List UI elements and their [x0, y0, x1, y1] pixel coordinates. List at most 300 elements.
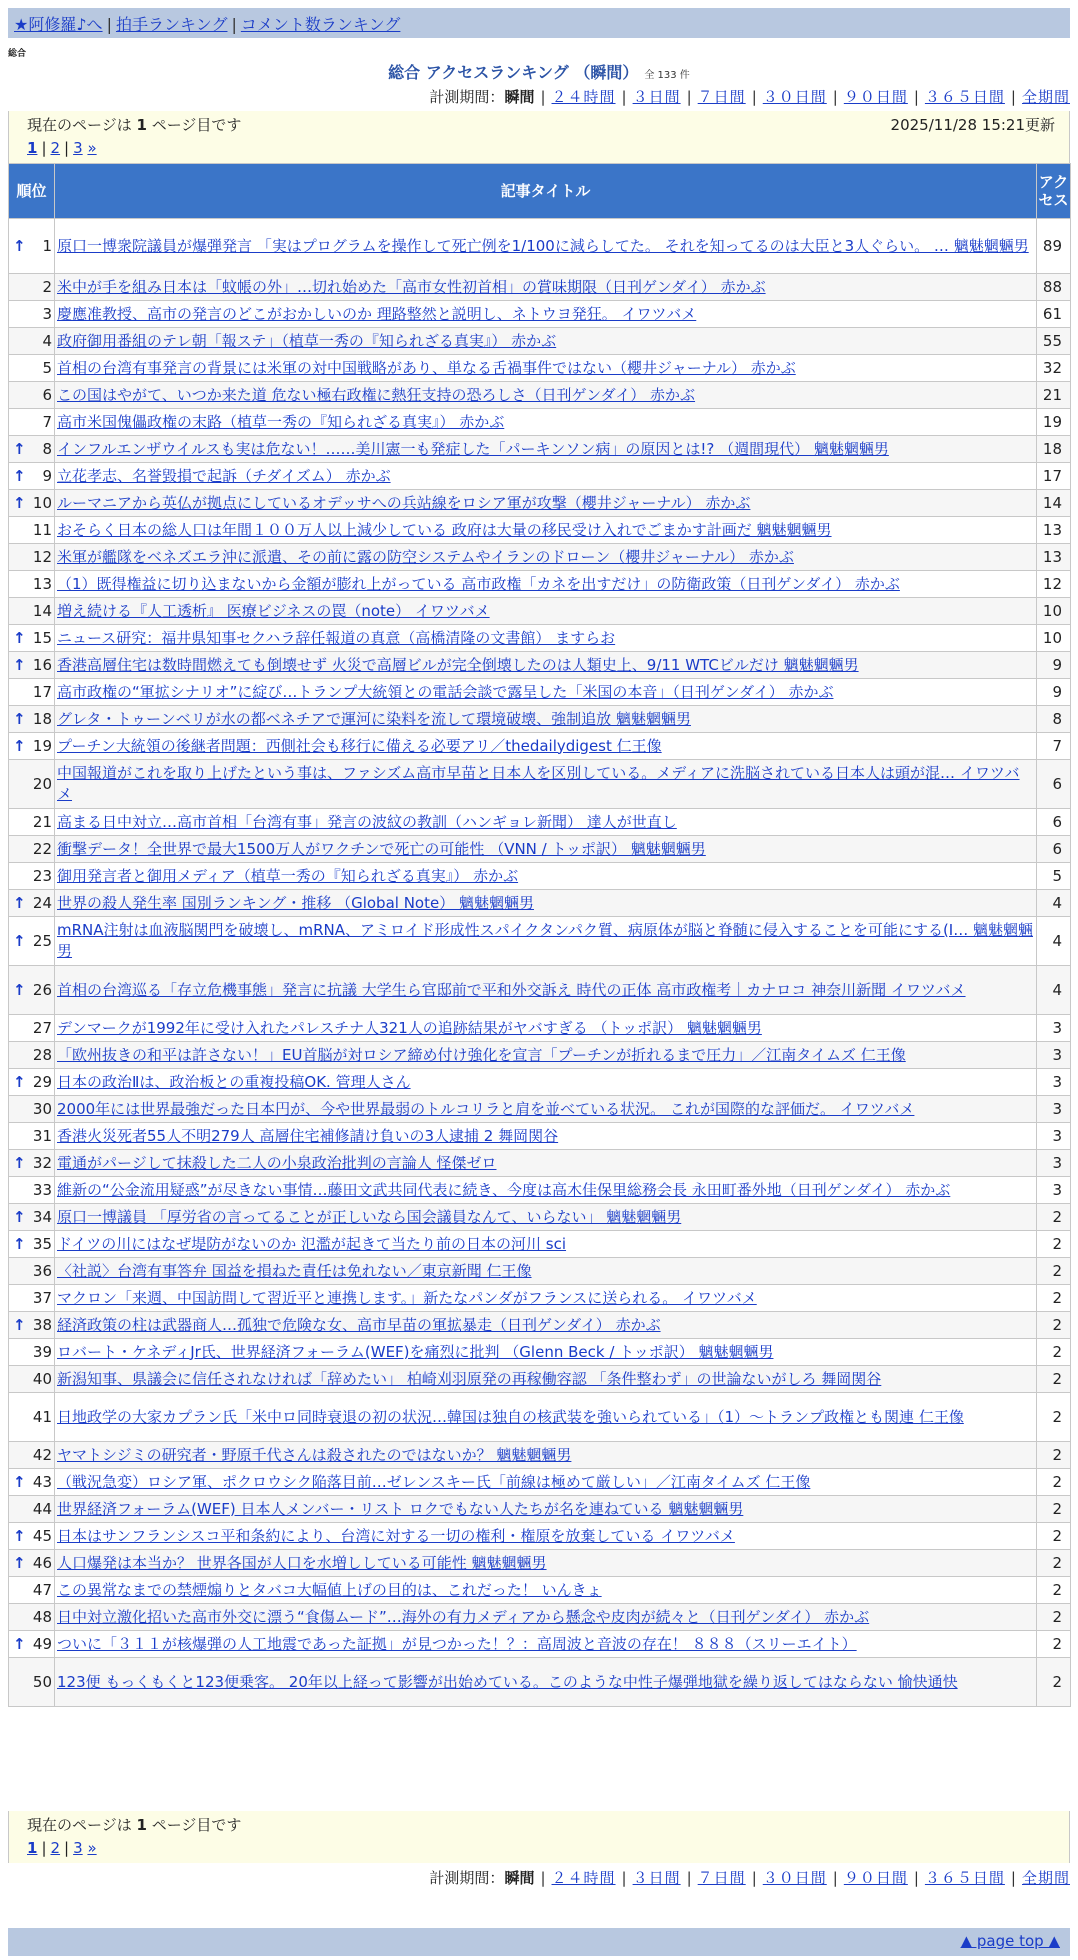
pager-page-link[interactable]: 3	[73, 139, 83, 157]
title-cell	[55, 1096, 1037, 1123]
period-separator: |	[1010, 1869, 1016, 1887]
access-count: 6	[1037, 836, 1071, 863]
bottom-bar	[8, 1928, 1070, 1956]
title-cell	[55, 1258, 1037, 1285]
rank-cell	[9, 219, 55, 274]
article-link[interactable]: 香港高層住宅は数時間燃えても倒壊せず 火災で高層ビルが完全倒壊したのは人類史上、9/11 WTCビルだけ 魑魅魍魎男	[57, 655, 859, 674]
rank-number: 1	[42, 236, 52, 255]
access-count: 3	[1037, 1150, 1071, 1177]
rank-number: 18	[32, 709, 52, 728]
rank-up-arrow-icon: ↑	[13, 1526, 26, 1545]
period-selector-top	[429, 86, 1070, 107]
rank-number: 2	[42, 277, 52, 296]
article-link[interactable]: 米中が手を組み日本は「蚊帳の外」…切れ始めた「高市女性初首相」の賞味期限（日刊ゲンダイ） 赤かぶ	[57, 277, 766, 296]
rank-cell	[9, 1123, 55, 1150]
pager-next-link[interactable]: »	[87, 139, 97, 157]
period-label: 計測期間：	[429, 88, 505, 106]
period-option-link[interactable]: ９０日間	[843, 88, 908, 106]
rank-cell	[9, 1285, 55, 1312]
access-count: 4	[1037, 966, 1071, 1015]
rank-cell	[9, 1069, 55, 1096]
rank-cell	[9, 274, 55, 301]
access-count: 21	[1037, 382, 1071, 409]
pager-page-link[interactable]: 1	[27, 1839, 38, 1857]
period-option-link[interactable]: ２４時間	[551, 1869, 616, 1887]
period-option-link[interactable]: ３６５日間	[924, 1869, 1005, 1887]
rank-cell	[9, 1658, 55, 1707]
article-link[interactable]: プーチン大統領の後継者問題：西側社会も移行に備える必要アリ／thedailydigest 仁王像	[57, 736, 662, 755]
article-link[interactable]: 人口爆発は本当か？ 世界各国が人口を水増ししている可能性 魑魅魍魎男	[57, 1553, 547, 1572]
table-row	[9, 1658, 1071, 1707]
access-count: 3	[1037, 1096, 1071, 1123]
title-cell	[55, 382, 1037, 409]
pager-page-link[interactable]: 3	[73, 1839, 83, 1857]
table-row	[9, 1204, 1071, 1231]
rank-cell	[9, 917, 55, 966]
access-count: 3	[1037, 1069, 1071, 1096]
rank-number: 8	[42, 439, 52, 458]
access-count: 13	[1037, 517, 1071, 544]
rank-cell	[9, 1523, 55, 1550]
table-row	[9, 1631, 1071, 1658]
rank-cell	[9, 809, 55, 836]
article-link[interactable]: 増え続ける『人工透析』 医療ビジネスの罠（note） イワツバメ	[57, 601, 490, 620]
article-link[interactable]: mRNA注射は血液脳関門を破壊し、mRNA、アミロイド形成性スパイクタンパク質、病原体が脳と脊髄に侵入することを可能にする(I… 魑魅魍魎男	[57, 921, 1033, 960]
title-cell	[55, 1177, 1037, 1204]
pager-text-post: ページ目です	[146, 116, 242, 134]
article-link[interactable]: この国はやがて、いつか来た道 危ない極右政権に熱狂支持の恐ろしさ（日刊ゲンダイ） 赤かぶ	[57, 385, 696, 404]
table-row	[9, 409, 1071, 436]
pager-text-pre: 現在のページは	[27, 116, 137, 134]
rank-number: 28	[32, 1045, 52, 1064]
table-row	[9, 679, 1071, 706]
rank-up-arrow-icon: ↑	[13, 1472, 26, 1491]
access-count: 6	[1037, 760, 1071, 809]
rank-number: 23	[32, 866, 52, 885]
period-separator: |	[913, 1869, 919, 1887]
article-link[interactable]: 維新の“公金流用疑惑”が尽きない事情…藤田文武共同代表に続き、今度は高木佳保里総務会長 永田町番外地（日刊ゲンダイ） 赤かぶ	[57, 1180, 951, 1199]
rank-number: 9	[42, 466, 52, 485]
rank-number: 29	[32, 1072, 52, 1091]
rank-number: 44	[32, 1499, 52, 1518]
rank-number: 47	[32, 1580, 52, 1599]
access-count: 3	[1037, 1177, 1071, 1204]
pager-current-page: 1	[136, 1816, 147, 1834]
rank-number: 35	[32, 1234, 52, 1253]
table-row	[9, 836, 1071, 863]
rank-cell	[9, 1015, 55, 1042]
article-link[interactable]: おそらく日本の総人口は年間１００万人以上減少している 政府は大量の移民受け入れでごまかす計画だ 魑魅魍魎男	[57, 520, 832, 539]
table-row	[9, 1285, 1071, 1312]
table-row	[9, 1523, 1071, 1550]
article-link[interactable]: グレタ・トゥーンベリが水の都ベネチアで運河に染料を流して環境破壊、強制追放 魑魅魍魎男	[57, 709, 691, 728]
title-cell	[55, 274, 1037, 301]
title-cell	[55, 1577, 1037, 1604]
table-row	[9, 1015, 1071, 1042]
access-count: 3	[1037, 1042, 1071, 1069]
rank-cell	[9, 571, 55, 598]
rank-cell	[9, 598, 55, 625]
rank-number: 22	[32, 839, 52, 858]
table-row	[9, 1258, 1071, 1285]
access-count: 55	[1037, 328, 1071, 355]
rank-cell	[9, 1496, 55, 1523]
period-label: 計測期間：	[429, 1869, 505, 1887]
rank-number: 21	[32, 812, 52, 831]
title-cell	[55, 1442, 1037, 1469]
period-separator: |	[540, 88, 546, 106]
period-current: 瞬間	[504, 88, 535, 106]
rank-number: 34	[32, 1207, 52, 1226]
rank-number: 12	[32, 547, 52, 566]
table-row	[9, 863, 1071, 890]
rank-cell	[9, 625, 55, 652]
rank-cell	[9, 301, 55, 328]
article-link[interactable]: 日本の政治Ⅱは、政治板との重複投稿OK. 管理人さん	[57, 1072, 411, 1091]
table-row	[9, 436, 1071, 463]
pager-next-link[interactable]: »	[87, 1839, 97, 1857]
rank-cell	[9, 1604, 55, 1631]
article-link[interactable]: 日地政学の大家カプラン氏「米中ロ同時衰退の初の状況…韓国は独自の核武装を強いられている」（1）～トランプ政権とも関連 仁王像	[57, 1407, 964, 1426]
title-cell	[55, 652, 1037, 679]
title-cell	[55, 1123, 1037, 1150]
table-row	[9, 274, 1071, 301]
updated-timestamp: 2025/11/28 15:21更新	[890, 116, 1055, 134]
rank-number: 6	[42, 385, 52, 404]
period-separator: |	[621, 1869, 627, 1887]
period-current: 瞬間	[504, 1869, 535, 1887]
title-cell	[55, 809, 1037, 836]
access-count: 2	[1037, 1604, 1071, 1631]
article-link[interactable]: 原口一博議員 「厚労省の言ってることが正しいなら国会議員なんて、いらない」 魑魅魍魎男	[57, 1207, 682, 1226]
table-row	[9, 1231, 1071, 1258]
period-option-link[interactable]: ２４時間	[551, 88, 616, 106]
title-cell	[55, 436, 1037, 463]
rank-up-arrow-icon: ↑	[13, 466, 26, 485]
article-link[interactable]: 2000年には世界最強だった日本円が、今や世界最弱のトルコリラと肩を並べている状況。 これが国際的な評価だ。 イワツバメ	[57, 1099, 915, 1118]
title-cell	[55, 517, 1037, 544]
article-link[interactable]: 慶應准教授、高市の発言のどこがおかしいのか 理路整然と説明し、ネトウヨ発狂。 イワツバメ	[57, 304, 697, 323]
period-option-link[interactable]: ３０日間	[762, 1869, 827, 1887]
rank-cell	[9, 1096, 55, 1123]
table-row	[9, 301, 1071, 328]
rank-cell	[9, 1042, 55, 1069]
period-separator: |	[621, 88, 627, 106]
title-cell	[55, 1604, 1037, 1631]
rank-number: 4	[42, 331, 52, 350]
title-cell	[55, 598, 1037, 625]
title-cell	[55, 1469, 1037, 1496]
rank-number: 19	[32, 736, 52, 755]
period-option-link[interactable]: 全期間	[1021, 88, 1070, 106]
access-count: 2	[1037, 1258, 1071, 1285]
rank-up-arrow-icon: ↑	[13, 893, 26, 912]
access-count: 88	[1037, 274, 1071, 301]
article-link[interactable]: 高まる日中対立…高市首相「台湾有事」発言の波紋の教訓（ハンギョレ新聞） 達人が世直し	[57, 812, 677, 831]
title-cell	[55, 1150, 1037, 1177]
rank-cell	[9, 517, 55, 544]
period-option-link[interactable]: ７日間	[697, 1869, 746, 1887]
pager-status	[27, 113, 1057, 137]
title-cell	[55, 1042, 1037, 1069]
table-row	[9, 1469, 1071, 1496]
article-link[interactable]: 日本はサンフランシスコ平和条約により、台湾に対する一切の権利・権原を放棄している イワツバメ	[57, 1526, 735, 1545]
article-link[interactable]: インフルエンザウイルスも実は危ない！……美川憲一も発症した「パーキンソン病」の原因とは!? （週間現代） 魑魅魍魎男	[57, 439, 889, 458]
access-count: 2	[1037, 1312, 1071, 1339]
title-cell	[55, 571, 1037, 598]
period-separator: |	[540, 1869, 546, 1887]
table-row	[9, 966, 1071, 1015]
title-cell	[55, 1523, 1037, 1550]
rank-cell	[9, 1177, 55, 1204]
period-option-link[interactable]: ９０日間	[843, 1869, 908, 1887]
table-row	[9, 1312, 1071, 1339]
rank-number: 16	[32, 655, 52, 674]
title-cell	[55, 355, 1037, 382]
rank-cell	[9, 1231, 55, 1258]
article-link[interactable]: この異常なまでの禁煙煽りとタバコ大幅値上げの目的は、これだった！ いんきょ	[57, 1580, 602, 1599]
title-cell	[55, 706, 1037, 733]
title-cell	[55, 409, 1037, 436]
table-row	[9, 1366, 1071, 1393]
article-link[interactable]: デンマークが1992年に受け入れたパレスチナ人321人の追跡結果がヤバすぎる （トッポ訳） 魑魅魍魎男	[57, 1018, 762, 1037]
access-count: 5	[1037, 863, 1071, 890]
article-link[interactable]: 〈社説〉台湾有事答弁 国益を損ねた責任は免れない／東京新聞 仁王像	[57, 1261, 532, 1280]
rank-up-arrow-icon: ↑	[13, 493, 26, 512]
period-separator: |	[1010, 88, 1016, 106]
rank-number: 38	[32, 1315, 52, 1334]
rank-up-arrow-icon: ↑	[13, 1153, 26, 1172]
table-row	[9, 544, 1071, 571]
rank-number: 39	[32, 1342, 52, 1361]
table-row	[9, 1069, 1071, 1096]
rank-number: 31	[32, 1126, 52, 1145]
title-cell	[55, 890, 1037, 917]
article-link[interactable]: 中国報道がこれを取り上げたという事は、ファシズム高市早苗と日本人を区別している。メディアに洗脳されている日本人は頭が混… イワツバメ	[57, 764, 1020, 803]
pager-separator: |	[64, 139, 70, 157]
rank-number: 36	[32, 1261, 52, 1280]
access-count: 14	[1037, 490, 1071, 517]
pager-status	[27, 1813, 1057, 1837]
pager-text-post: ページ目です	[146, 1816, 242, 1834]
title-cell	[55, 1550, 1037, 1577]
rank-cell	[9, 1312, 55, 1339]
rank-up-arrow-icon: ↑	[13, 236, 26, 255]
article-link[interactable]: 政府御用番組のテレ朝「報ステ」（植草一秀の『知られざる真実』） 赤かぶ	[57, 331, 557, 350]
title-cell	[55, 1631, 1037, 1658]
article-link[interactable]: 衝撃データ！全世界で最大1500万人がワクチンで死亡の可能性 （VNN / トッポ訳） 魑魅魍魎男	[57, 839, 706, 858]
article-link[interactable]: ついに「３１１が核爆弾の人工地震であった証拠」が見つかった！？：高周波と音波の存在！ ８８８（スリーエイト）	[57, 1634, 857, 1653]
title-cell	[55, 219, 1037, 274]
article-link[interactable]: 世界の殺人発生率 国別ランキング・推移 （Global Note） 魑魅魍魎男	[57, 893, 534, 912]
table-header-row	[9, 164, 1071, 219]
rank-cell	[9, 706, 55, 733]
table-row	[9, 598, 1071, 625]
access-count: 2	[1037, 1442, 1071, 1469]
article-link[interactable]: 123便 もっくもくと123便乗客。 20年以上経って影響が出始めている。このような中性子爆弾地獄を繰り返してはならない 愉快通快	[57, 1672, 958, 1691]
rank-cell	[9, 1204, 55, 1231]
access-count: 2	[1037, 1550, 1071, 1577]
table-row	[9, 890, 1071, 917]
period-separator: |	[751, 1869, 757, 1887]
header-rank: 順位	[9, 164, 55, 219]
table-row	[9, 652, 1071, 679]
article-link[interactable]: マクロン「来週、中国訪問して習近平と連携します。」新たなパンダがフランスに送られる。 イワツバメ	[57, 1288, 757, 1307]
article-link[interactable]: 新潟知事、県議会に信任されなければ「辞めたい」 柏崎刈羽原発の再稼働容認 「条件整わず」の世論ないがしろ 舞岡関谷	[57, 1369, 882, 1388]
rank-cell	[9, 733, 55, 760]
rank-cell	[9, 328, 55, 355]
article-link[interactable]: 世界経済フォーラム(WEF) 日本人メンバー・リスト ロクでもない人たちが名を連ねている 魑魅魍魎男	[57, 1499, 744, 1518]
article-link[interactable]: 米軍が艦隊をベネズエラ沖に派遣、その前に露の防空システムやイランのドローン（櫻井ジャーナル） 赤かぶ	[57, 547, 794, 566]
access-count: 2	[1037, 1523, 1071, 1550]
rank-cell	[9, 544, 55, 571]
title-cell	[55, 1285, 1037, 1312]
table-row	[9, 706, 1071, 733]
ranking-table	[8, 163, 1071, 1707]
section-tag: 総合	[8, 49, 27, 59]
article-link[interactable]: 「欧州抜きの和平は許さない！」EU首脳が対ロシア締め付け強化を宣言「プーチンが折れるまで圧力」／江南タイムズ 仁王像	[57, 1045, 906, 1064]
access-count: 61	[1037, 301, 1071, 328]
access-count: 19	[1037, 409, 1071, 436]
clap-ranking-link[interactable]: 拍手ランキング	[115, 15, 228, 34]
article-link[interactable]: 高市米国傀儡政権の末路（植草一秀の『知られざる真実』） 赤かぶ	[57, 412, 505, 431]
rank-cell	[9, 1577, 55, 1604]
article-link[interactable]: 香港火災死者55人不明279人 高層住宅補修請け負いの3人逮捕 2 舞岡関谷	[57, 1126, 559, 1145]
pager-page-link[interactable]: 2	[50, 1839, 61, 1857]
table-row	[9, 1150, 1071, 1177]
rank-number: 15	[32, 628, 52, 647]
title-cell	[55, 1204, 1037, 1231]
rank-cell	[9, 436, 55, 463]
title-cell	[55, 1496, 1037, 1523]
rank-cell	[9, 382, 55, 409]
rank-number: 13	[32, 574, 52, 593]
rank-cell	[9, 760, 55, 809]
title-cell	[55, 625, 1037, 652]
period-option-link[interactable]: ７日間	[697, 88, 746, 106]
table-row	[9, 1577, 1071, 1604]
pager-current-page: 1	[136, 116, 147, 134]
table-row	[9, 733, 1071, 760]
pager-text-pre: 現在のページは	[27, 1816, 137, 1834]
access-count: 10	[1037, 598, 1071, 625]
period-separator: |	[686, 1869, 692, 1887]
rank-cell	[9, 409, 55, 436]
article-link[interactable]: ドイツの川にはなぜ堤防がないのか 氾濫が起きて当たり前の日本の河川 sci	[57, 1234, 567, 1253]
title-cell	[55, 1231, 1037, 1258]
title-cell	[55, 490, 1037, 517]
article-link[interactable]: ニュース研究：福井県知事セクハラ辞任報道の真意（高橋清隆の文書館） ますらお	[57, 628, 616, 647]
access-count: 6	[1037, 809, 1071, 836]
access-count: 12	[1037, 571, 1071, 598]
nav-separator: |	[231, 15, 237, 34]
rank-cell	[9, 463, 55, 490]
comment-ranking-link[interactable]: コメント数ランキング	[240, 15, 401, 34]
page-title	[0, 60, 1078, 83]
title-cell	[55, 733, 1037, 760]
title-cell	[55, 1069, 1037, 1096]
table-row	[9, 355, 1071, 382]
rank-number: 20	[32, 774, 52, 793]
article-link[interactable]: ヤマトシジミの研究者・野原千代さんは殺されたのではないか？ 魑魅魍魎男	[57, 1445, 572, 1464]
table-row	[9, 517, 1071, 544]
table-row	[9, 1442, 1071, 1469]
article-link[interactable]: ロバート・ケネディJr氏、世界経済フォーラム(WEF)を痛烈に批判 （Glenn Beck / トッポ訳） 魑魅魍魎男	[57, 1342, 774, 1361]
table-row	[9, 809, 1071, 836]
rank-number: 30	[32, 1099, 52, 1118]
period-option-link[interactable]: ３０日間	[762, 88, 827, 106]
article-link[interactable]: 首相の台湾有事発言の背景には米軍の対中国戦略があり、単なる舌禍事件ではない（櫻井ジャーナル） 赤かぶ	[57, 358, 796, 377]
rank-number: 43	[32, 1472, 52, 1491]
article-link[interactable]: 経済政策の柱は武器商人…孤独で危険な女、高市早苗の軍拡暴走（日刊ゲンダイ） 赤かぶ	[57, 1315, 661, 1334]
rank-cell	[9, 355, 55, 382]
rank-number: 41	[32, 1407, 52, 1426]
rank-up-arrow-icon: ↑	[13, 1234, 26, 1253]
access-count: 2	[1037, 1469, 1071, 1496]
rank-cell	[9, 679, 55, 706]
rank-number: 25	[32, 931, 52, 950]
rank-number: 11	[32, 520, 52, 539]
period-option-link[interactable]: 全期間	[1021, 1869, 1070, 1887]
page-top-link[interactable]: ▲ page top ▲	[960, 1932, 1060, 1950]
table-row	[9, 382, 1071, 409]
access-count: 2	[1037, 1231, 1071, 1258]
rank-cell	[9, 1393, 55, 1442]
article-link[interactable]: 御用発言者と御用メディア（植草一秀の『知られざる真実』） 赤かぶ	[57, 866, 519, 885]
period-option-link[interactable]: ３日間	[632, 1869, 681, 1887]
rank-number: 33	[32, 1180, 52, 1199]
rank-up-arrow-icon: ↑	[13, 1315, 26, 1334]
title-cell	[55, 301, 1037, 328]
article-link[interactable]: ルーマニアから英仏が拠点にしているオデッサへの兵站線をロシア軍が攻撃（櫻井ジャーナル） 赤かぶ	[57, 493, 751, 512]
rank-up-arrow-icon: ↑	[13, 1072, 26, 1091]
title-cell	[55, 760, 1037, 809]
article-link[interactable]: 高市政権の“軍拡シナリオ”に綻び…トランプ大統領との電話会談で露呈した「米国の本音」（日刊ゲンダイ） 赤かぶ	[57, 682, 834, 701]
rank-number: 10	[32, 493, 52, 512]
rank-number: 32	[32, 1153, 52, 1172]
access-count: 9	[1037, 679, 1071, 706]
article-link[interactable]: 首相の台湾巡る「存立危機事態」発言に抗議 大学生ら官邸前で平和外交訴え 時代の正体 高市政権考｜カナロコ 神奈川新聞 イワツバメ	[57, 980, 966, 999]
rank-number: 46	[32, 1553, 52, 1572]
rank-number: 5	[42, 358, 52, 377]
pager-page-link[interactable]: 1	[27, 139, 38, 157]
rank-up-arrow-icon: ↑	[13, 628, 26, 647]
access-count: 3	[1037, 1123, 1071, 1150]
rank-cell	[9, 1550, 55, 1577]
home-link[interactable]: ★阿修羅♪へ	[14, 15, 103, 34]
table-row	[9, 571, 1071, 598]
article-link[interactable]: 原口一博衆院議員が爆弾発言 「実はプログラムを操作して死亡例を1/100に減らしてた。 それを知ってるのは大臣と3人ぐらい。 … 魑魅魍魎男	[57, 236, 1029, 255]
access-count: 2	[1037, 1631, 1071, 1658]
article-link[interactable]: （戦況急変）ロシア軍、ポクロウシク陥落目前…ゼレンスキー氏「前線は極めて厳しい」／江南タイムズ 仁王像	[57, 1472, 811, 1491]
rank-cell	[9, 1631, 55, 1658]
article-link[interactable]: 日中対立激化招いた高市外交に漂う“食傷ムード”…海外の有力メディアから懸念や皮肉が続々と（日刊ゲンダイ） 赤かぶ	[57, 1607, 870, 1626]
access-count: 2	[1037, 1658, 1071, 1707]
title-cell	[55, 1015, 1037, 1042]
access-count: 4	[1037, 890, 1071, 917]
pager-page-link[interactable]: 2	[50, 139, 61, 157]
article-link[interactable]: （1）既得権益に切り込まないから金額が膨れ上がっている 高市政権「カネを出すだけ」の防衛政策（日刊ゲンダイ） 赤かぶ	[57, 574, 900, 593]
header-title: 記事タイトル	[55, 164, 1037, 219]
article-link[interactable]: 立花孝志、名誉毀損で起訴（チダイズム） 赤かぶ	[57, 466, 391, 485]
article-link[interactable]: 電通がパージして抹殺した二人の小泉政治批判の言論人 怪傑ゼロ	[57, 1153, 497, 1172]
period-option-link[interactable]: ３日間	[632, 88, 681, 106]
table-row	[9, 1604, 1071, 1631]
period-option-link[interactable]: ３６５日間	[924, 88, 1005, 106]
rank-cell	[9, 1258, 55, 1285]
access-count: 2	[1037, 1496, 1071, 1523]
access-count: 17	[1037, 463, 1071, 490]
